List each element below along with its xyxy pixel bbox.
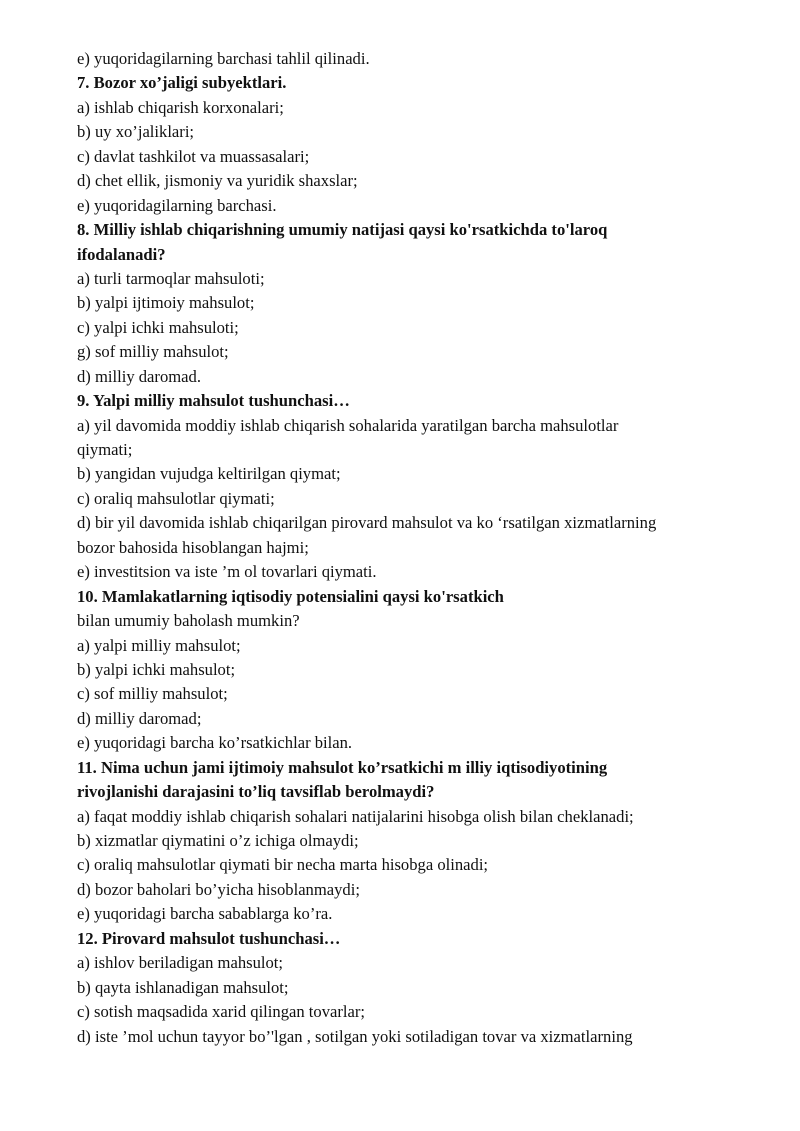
answer-option: b) yalpi ichki mahsulot; [77, 659, 236, 679]
answer-option: d) milliy daromad. [77, 366, 201, 386]
answer-option: a) faqat moddiy ishlab chiqarish sohalari natijalarini hisobga olish bilan cheklanadi; [77, 806, 634, 826]
question-text: 7. Bozor xo’jaligi subyektlari. [77, 73, 287, 93]
answer-option: d) bir yil davomida ishlab chiqarilgan pirovard mahsulot va ko ‘rsatilgan xizmatlarning [77, 513, 657, 533]
answer-option: b) yangidan vujudga keltirilgan qiymat; [77, 464, 341, 484]
answer-option: c) oraliq mahsulotlar qiymati bir necha marta hisobga olinadi; [77, 855, 489, 875]
answer-option: a) turli tarmoqlar mahsuloti; [77, 268, 265, 288]
answer-option: bilan umumiy baholash mumkin? [77, 611, 300, 631]
answer-option: c) yalpi ichki mahsuloti; [77, 317, 239, 337]
answer-option: b) xizmatlar qiymatini o’z ichiga olmaydi; [77, 831, 359, 850]
answer-option: a) yalpi milliy mahsulot; [77, 635, 241, 655]
answer-option: c) sotish maqsadida xarid qilingan tovarlar; [77, 1002, 366, 1022]
answer-option: a) ishlab chiqarish korxonalari; [77, 97, 284, 117]
answer-option: c) sof milliy mahsulot; [77, 684, 228, 704]
answer-option: a) ishlov beriladigan mahsulot; [77, 953, 283, 973]
answer-option: b) uy xo’jaliklari; [77, 122, 195, 142]
answer-option: e) investitsion va iste ’m ol tovarlari qiymati. [77, 562, 377, 582]
answer-option: b) yalpi ijtimoiy mahsulot; [77, 293, 255, 313]
answer-option: e) yuqoridagi barcha sabablarga ko’ra. [77, 904, 333, 924]
question-text: 10. Mamlakatlarning iqtisodiy potensialini qaysi ko'rsatkich [77, 586, 504, 606]
answer-option: d) milliy daromad; [77, 708, 202, 728]
question-text: 9. Yalpi milliy mahsulot tushunchasi… [77, 391, 350, 411]
answer-option: e) yuqoridagilarning barchasi tahlil qilinadi. [77, 49, 370, 68]
answer-option: qiymati; [77, 440, 133, 459]
question-text: ifodalanadi? [77, 244, 166, 264]
question-text: 8. Milliy ishlab chiqarishning umumiy natijasi qaysi ko'rsatkichda to'laroq [77, 220, 608, 240]
answer-option: c) oraliq mahsulotlar qiymati; [77, 488, 275, 508]
question-text: 12. Pirovard mahsulot tushunchasi… [77, 928, 341, 948]
answer-option: a) yil davomida moddiy ishlab chiqarish sohalarida yaratilgan barcha mahsulotlar [77, 415, 619, 435]
answer-option: bozor bahosida hisoblangan hajmi; [77, 537, 309, 557]
answer-option: e) yuqoridagilarning barchasi. [77, 195, 277, 215]
answer-option: g) sof milliy mahsulot; [77, 342, 229, 362]
answer-option: d) chet ellik, jismoniy va yuridik shaxslar; [77, 171, 358, 191]
answer-option: d) iste ’mol uchun tayyor bo’'lgan , sotilgan yoki sotiladigan tovar va xizmatlarning [77, 1026, 633, 1046]
question-text: rivojlanishi darajasini to’liq tavsiflab berolmaydi? [77, 782, 435, 802]
document-page [77, 47, 745, 1049]
answer-option: c) davlat tashkilot va muassasalari; [77, 146, 310, 166]
answer-option: e) yuqoridagi barcha ko’rsatkichlar bilan. [77, 733, 353, 753]
answer-option: b) qayta ishlanadigan mahsulot; [77, 977, 289, 997]
question-text: 11. Nima uchun jami ijtimoiy mahsulot ko’rsatkichi m illiy iqtisodiyotining [77, 757, 608, 777]
answer-option: d) bozor baholari bo’yicha hisoblanmaydi; [77, 879, 360, 899]
